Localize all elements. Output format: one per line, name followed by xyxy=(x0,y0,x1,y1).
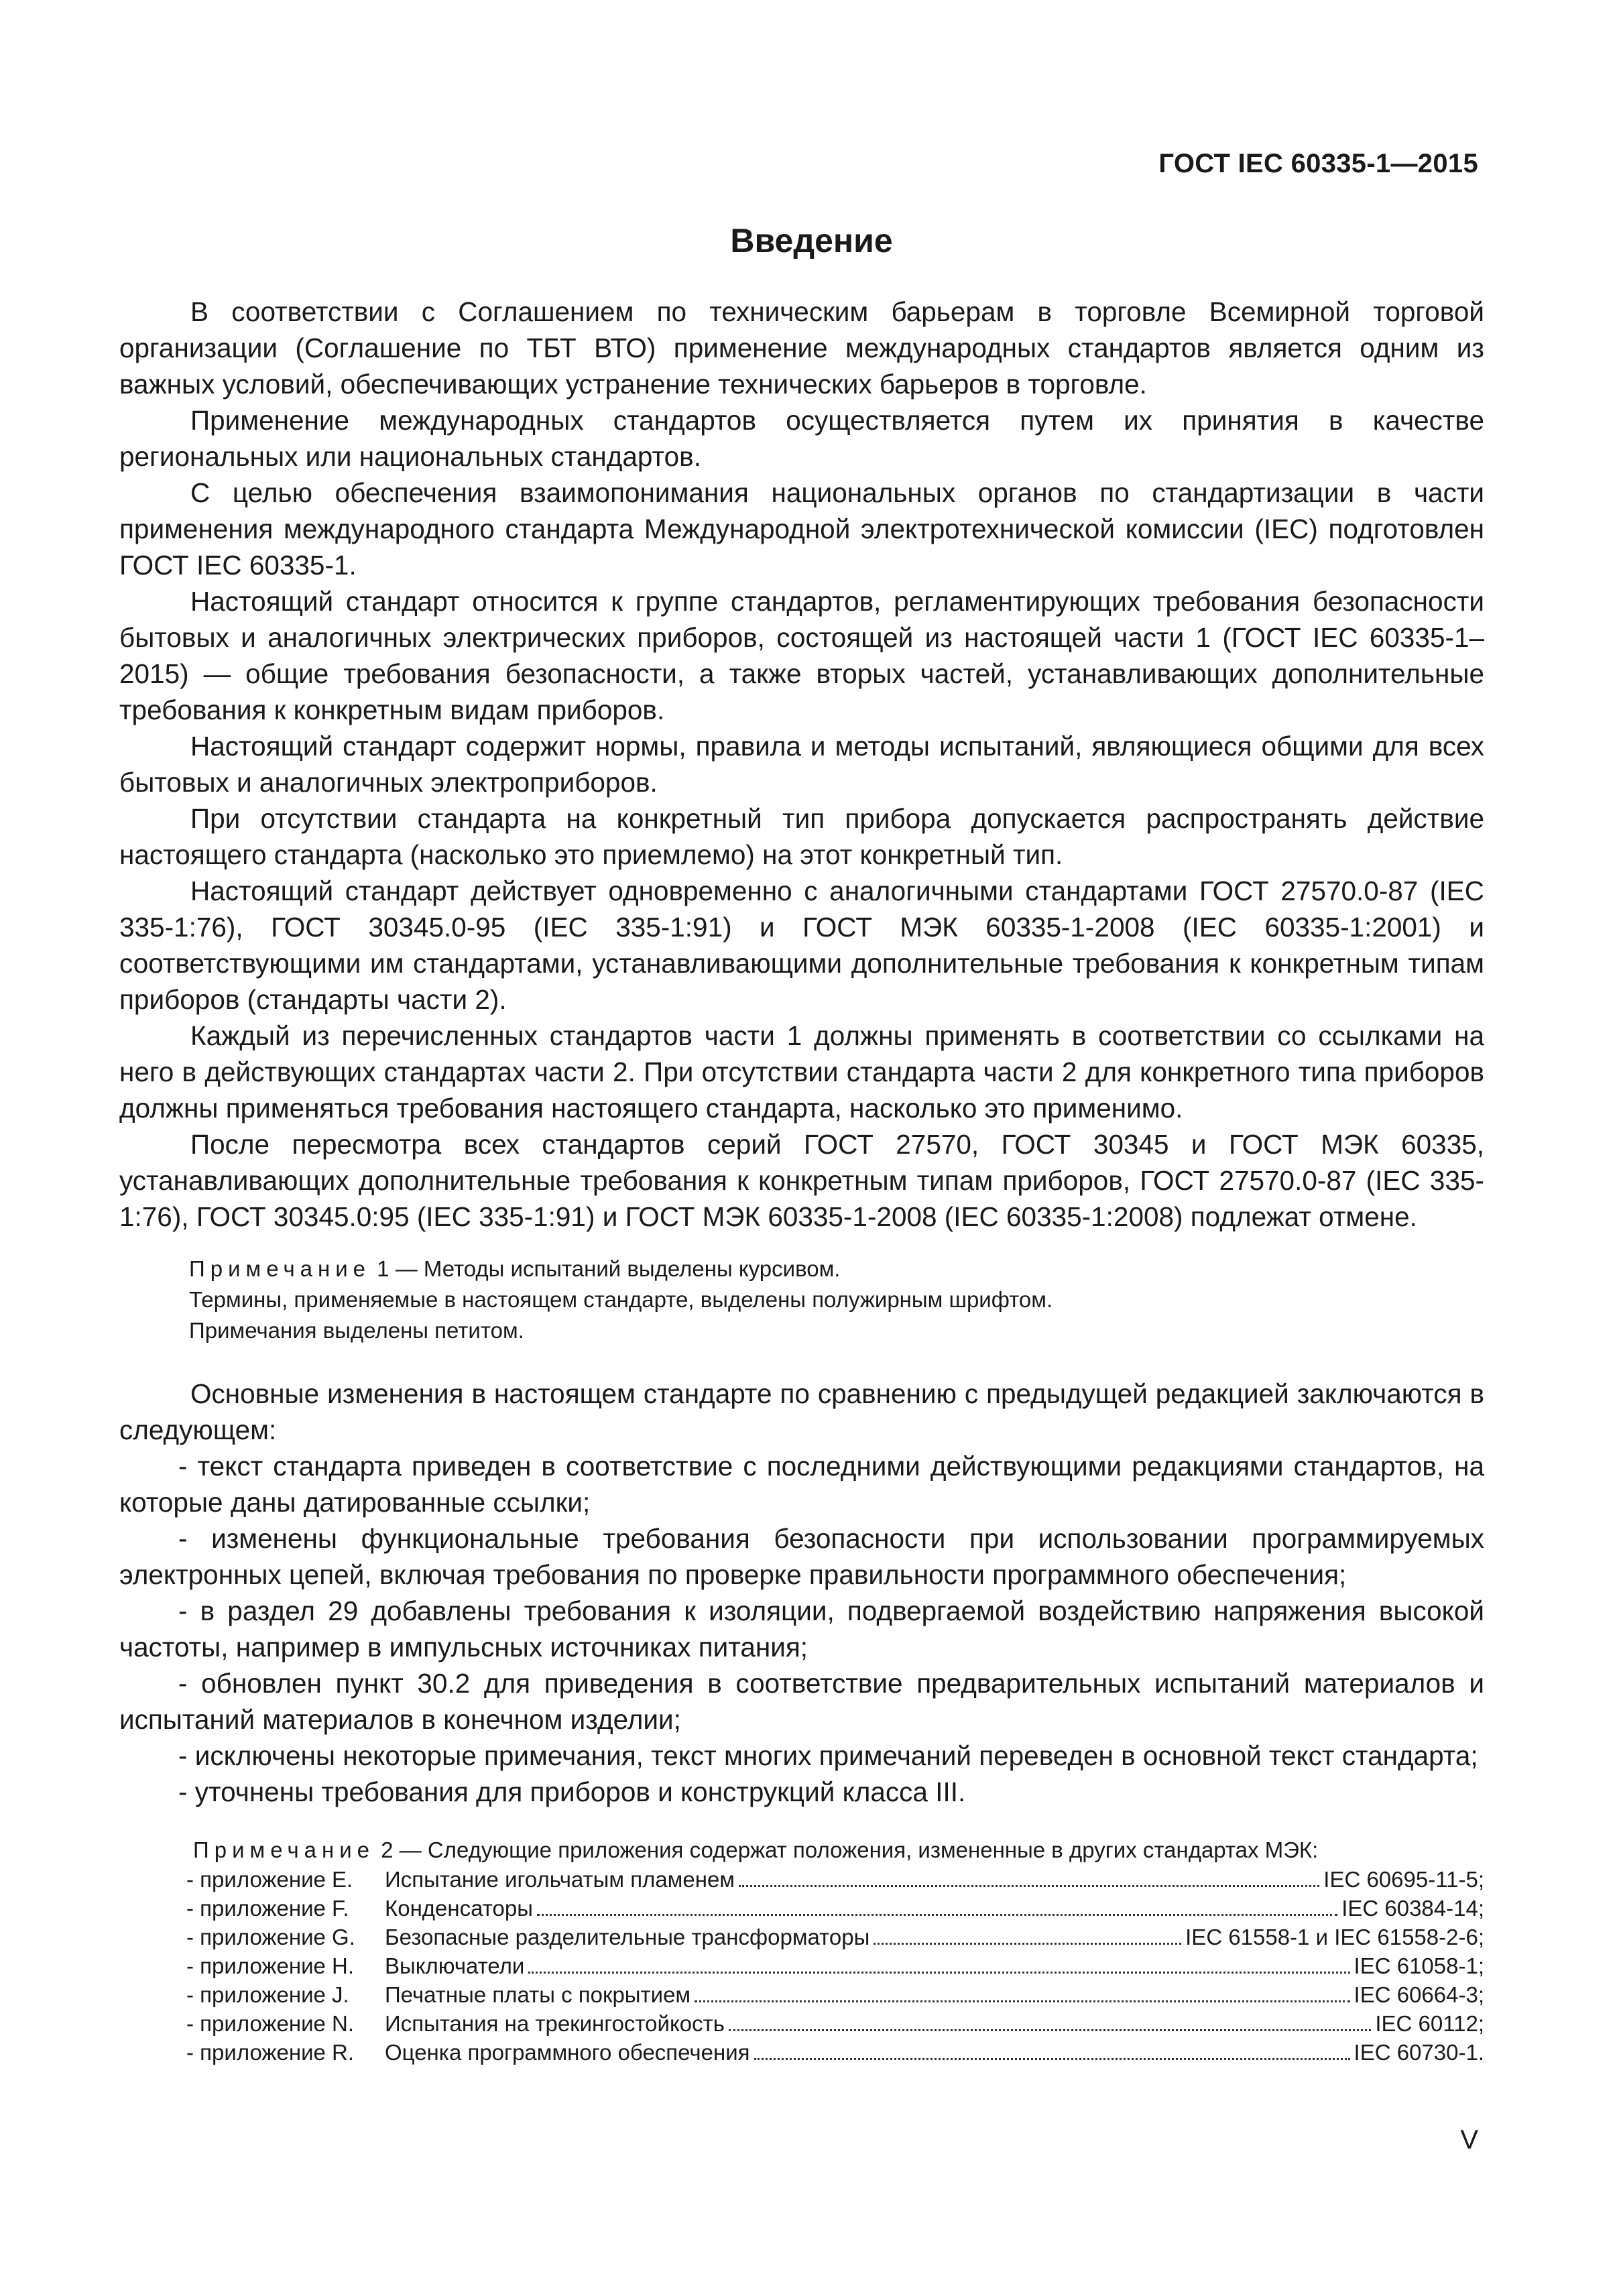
paragraph: С целью обеспечения взаимопонимания национальных органов по стандартизации в части применения международного стандарта Международной электротехнической комиссии (IEC) подготовлен ГОСТ IEC 60335-1. xyxy=(119,477,1484,581)
annex-row xyxy=(186,2009,1484,2038)
annex-ref: IEC 60384-14; xyxy=(1341,1896,1484,1921)
annex-ref: IEC 60730-1. xyxy=(1354,2040,1484,2065)
changes-section xyxy=(119,1376,1484,1810)
note-label: Примечание xyxy=(189,1256,371,1281)
change-item: - в раздел 29 добавлены требования к изоляции, подвергаемой воздействию напряжения высокой частоты, например в импульсных источниках питания; xyxy=(119,1595,1484,1663)
annex-label: - приложение H. xyxy=(186,1953,355,1978)
annex-row xyxy=(186,1894,1484,1923)
changes-intro: Основные изменения в настоящем стандарте по сравнению с предыдущей редакцией заключаются в следующем: xyxy=(119,1378,1484,1445)
annex-title: Конденсаторы xyxy=(385,1896,533,1921)
annex-ref: IEC 60112; xyxy=(1375,2011,1484,2036)
annex-title: Безопасные разделительные трансформаторы xyxy=(385,1925,870,1949)
document-header-id: ГОСТ IEC 60335-1—2015 xyxy=(1158,149,1478,178)
annex-ref: IEC 60695-11-5; xyxy=(1323,1867,1484,1892)
dot-leader xyxy=(754,2058,1350,2060)
paragraph: В соответствии с Соглашением по техническим барьерам в торговле Всемирной торговой организации (Соглашение по ТБТ ВТО) применение международных стандартов является одним из важных условий, обеспечивающих устранение технических барьеров в торговле. xyxy=(119,296,1484,400)
change-item: - изменены функциональные требования безопасности при использовании программируемых электронных цепей, включая требования по проверке правильности программного обеспечения; xyxy=(119,1523,1484,1590)
annex-label: - приложение R. xyxy=(186,2040,355,2065)
note-label: Примечание xyxy=(193,1837,375,1862)
note-2-head xyxy=(119,1835,1484,1865)
paragraph: Настоящий стандарт относится к группе стандартов, регламентирующих требования безопасности бытовых и аналогичных электрических приборов, состоящей из настоящей части 1 (ГОСТ IEC 60335-1–2015) — общие требования безопасности, а также вторых частей, устанавливающих дополнительные требования к конкретным видам приборов. xyxy=(119,586,1484,725)
annex-row xyxy=(186,2038,1484,2067)
annex-title: Испытание игольчатым пламенем xyxy=(385,1867,735,1892)
annex-row xyxy=(186,1865,1484,1894)
annex-label: - приложение N. xyxy=(186,2011,355,2036)
paragraph: Применение международных стандартов осуществляется путем их принятия в качестве региональных или национальных стандартов. xyxy=(119,405,1484,472)
dot-leader xyxy=(874,1943,1181,1945)
annex-row xyxy=(186,1923,1484,1951)
annex-title: Печатные платы с покрытием xyxy=(385,1982,691,2007)
paragraph: При отсутствии стандарта на конкретный тип прибора допускается распространять действие настоящего стандарта (насколько это приемлемо) на этот конкретный тип. xyxy=(119,803,1484,870)
annex-title: Испытания на трекингостойкость xyxy=(385,2011,725,2036)
note-text: 1 — Методы испытаний выделены курсивом. xyxy=(371,1256,841,1281)
annex-ref: IEC 61058-1; xyxy=(1354,1953,1484,1978)
annex-row xyxy=(186,1980,1484,2009)
paragraph: Каждый из перечисленных стандартов части 1 должны применять в соответствии со ссылками на него в действующих стандартах части 2. При отсутствии стандарта части 2 для конкретного типа приборов должны применяться требования настоящего стандарта, насколько это применимо. xyxy=(119,1020,1484,1124)
document-body xyxy=(119,294,1484,2067)
note-text: 2 — Следующие приложения содержат положения, измененные в других стандартах МЭК: xyxy=(375,1837,1319,1862)
paragraph: Настоящий стандарт содержит нормы, правила и методы испытаний, являющиеся общими для всех бытовых и аналогичных электроприборов. xyxy=(119,731,1484,798)
annex-label: - приложение J. xyxy=(186,1982,349,2007)
section-title: Введение xyxy=(730,222,893,259)
dot-leader xyxy=(695,2000,1349,2002)
annex-label: - приложение E. xyxy=(186,1867,353,1892)
note-1 xyxy=(119,1254,1484,1346)
dot-leader xyxy=(739,1885,1319,1887)
annex-title: Оценка программного обеспечения xyxy=(385,2040,750,2065)
note-1-line xyxy=(119,1254,1484,1284)
dot-leader xyxy=(528,1972,1349,1974)
annex-label: - приложение G. xyxy=(186,1925,355,1949)
annex-ref: IEC 61558-1 и IEC 61558-2-6; xyxy=(1185,1925,1484,1949)
dot-leader xyxy=(729,2029,1371,2031)
paragraph: Настоящий стандарт действует одновременно с аналогичными стандартами ГОСТ 27570.0-87 (IEC 335-1:76), ГОСТ 30345.0-95 (IEC 335-1:91) и ГОСТ МЭК 60335-1-2008 (IEC 60335-1:2001) и соответствующими им стандартами, устанавливающими дополнительные требования к конкретным типам приборов (стандарты части 2). xyxy=(119,875,1484,1015)
annex-label: - приложение F. xyxy=(186,1896,349,1921)
change-item: - исключены некоторые примечания, текст многих примечаний переведен в основной текст стандарта; xyxy=(178,1740,1478,1771)
dot-leader xyxy=(537,1914,1337,1916)
annex-row xyxy=(186,1951,1484,1980)
change-item: - текст стандарта приведен в соответствие с последними действующими редакциями стандартов, на которые даны датированные ссылки; xyxy=(119,1451,1484,1518)
note-1-line-3: Примечания выделены петитом. xyxy=(189,1318,524,1343)
annex-ref: IEC 60664-3; xyxy=(1354,1982,1484,2007)
change-item: - обновлен пункт 30.2 для приведения в соответствие предварительных испытаний материалов и испытаний материалов в конечном изделии; xyxy=(119,1668,1484,1735)
note-1-line-2: Термины, применяемые в настоящем стандарте, выделены полужирным шрифтом. xyxy=(189,1287,1053,1312)
paragraph: После пересмотра всех стандартов серий ГОСТ 27570, ГОСТ 30345 и ГОСТ МЭК 60335, устанавливающих дополнительные требования к конкретным типам приборов, ГОСТ 27570.0-87 (IEC 335-1:76), ГОСТ 30345.0:95 (IEC 335-1:91) и ГОСТ МЭК 60335-1-2008 (IEC 60335-1:2008) подлежат отмене. xyxy=(119,1129,1484,1232)
change-item: - уточнены требования для приборов и конструкций класса III. xyxy=(178,1776,966,1807)
page-number: V xyxy=(1460,2125,1478,2155)
note-2 xyxy=(119,1835,1484,2067)
annex-title: Выключатели xyxy=(385,1953,525,1978)
